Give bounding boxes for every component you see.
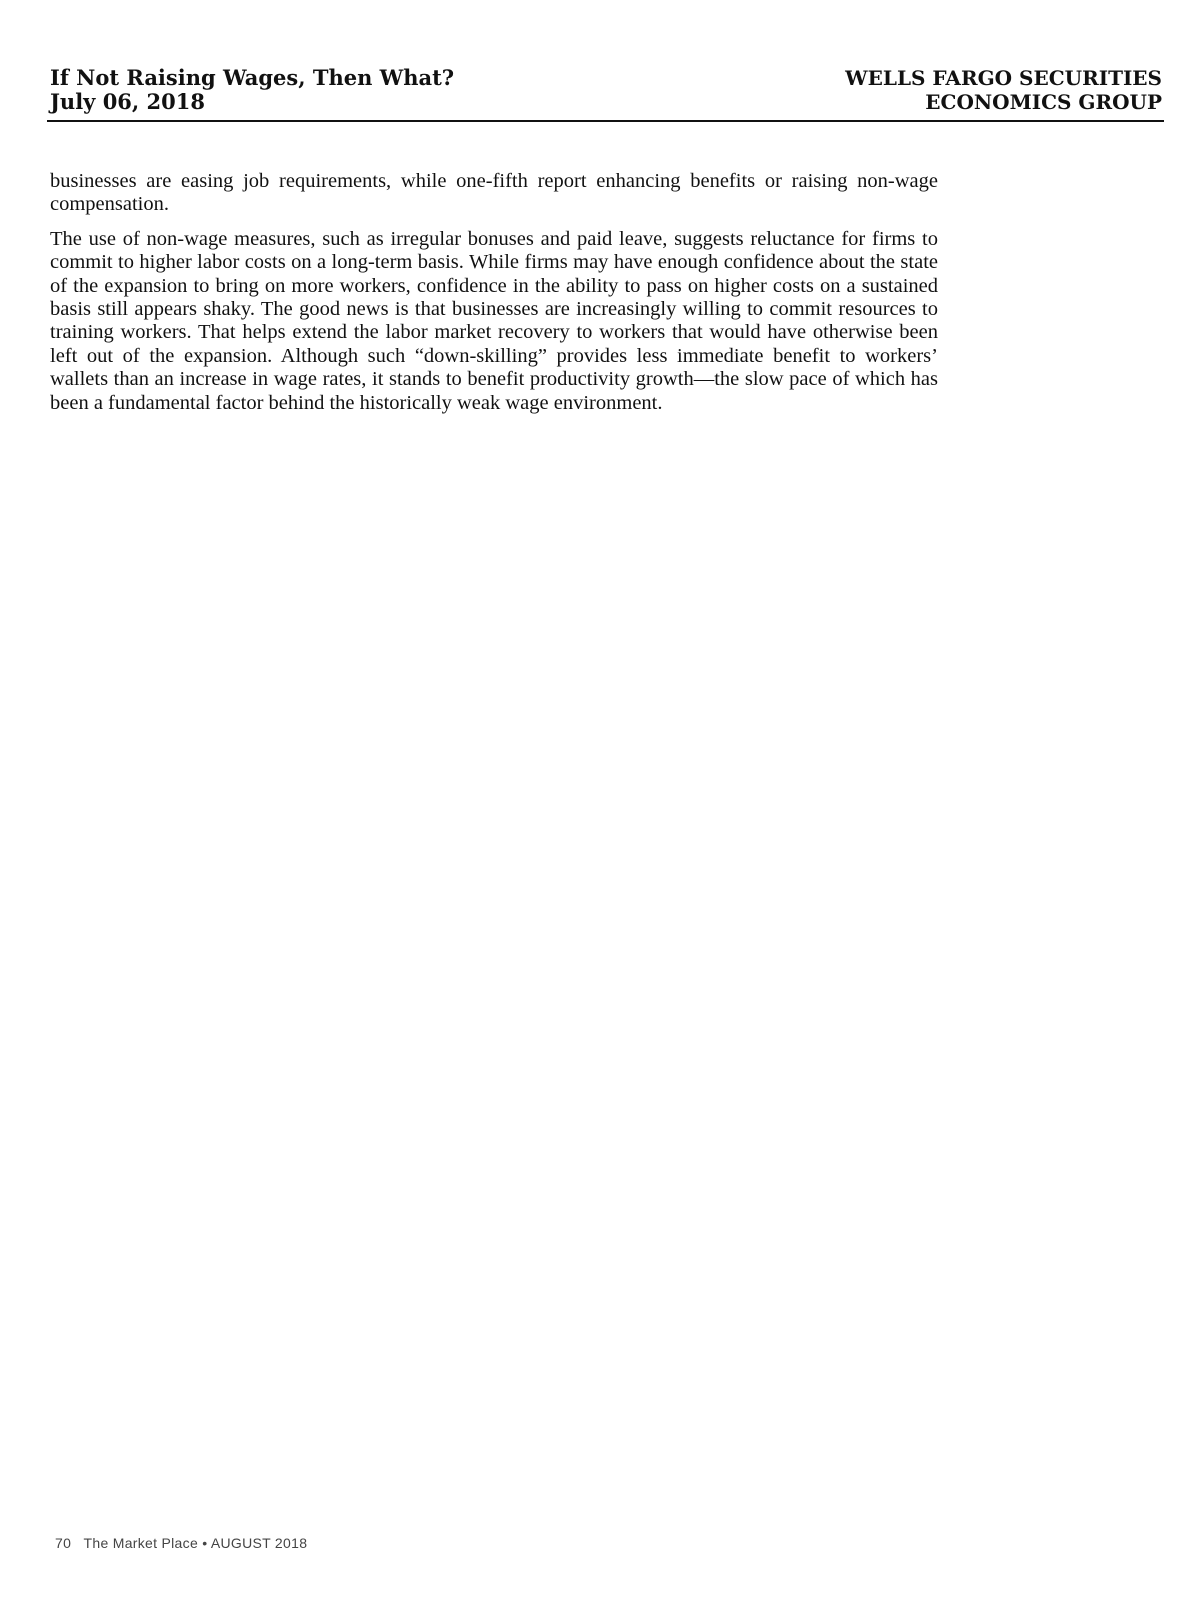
header-right <box>845 66 1162 114</box>
org-group: ECONOMICS GROUP <box>925 90 1162 114</box>
article-body <box>50 170 938 426</box>
publication-name: The Market Place <box>83 1535 199 1551</box>
report-date: July 06, 2018 <box>50 89 205 114</box>
page-number: 70 <box>55 1535 72 1551</box>
paragraph: The use of non-wage measures, such as irregular bonuses and paid leave, suggests reluctance for firms to commit to higher labor costs on a long-term basis. While firms may have enough confidence about the state of the expansion to bring on more workers, confidence in the ability to pass on higher costs on a sustained basis still appears shaky. The good news is that businesses are increasingly willing to commit resources to training workers. That helps extend the labor market recovery to workers that would have otherwise been left out of the expansion. Although such “down-skilling” provides less immediate benefit to workers’ wallets than an increase in wage rates, it stands to benefit productivity growth—the slow pace of which has been a fundamental factor behind the historically weak wage environment. <box>50 227 938 414</box>
org-name: WELLS FARGO SECURITIES <box>845 66 1162 90</box>
footer-separator: • <box>202 1535 208 1551</box>
header-divider <box>47 120 1164 122</box>
issue-date: AUGUST 2018 <box>210 1535 308 1551</box>
header-left <box>50 66 454 114</box>
paragraph: businesses are easing job requirements, while one-fifth report enhancing benefits or raising non-wage compensation. <box>50 170 938 216</box>
page-header <box>50 66 1162 116</box>
report-title: If Not Raising Wages, Then What? <box>50 65 455 90</box>
page-footer <box>55 1535 307 1551</box>
